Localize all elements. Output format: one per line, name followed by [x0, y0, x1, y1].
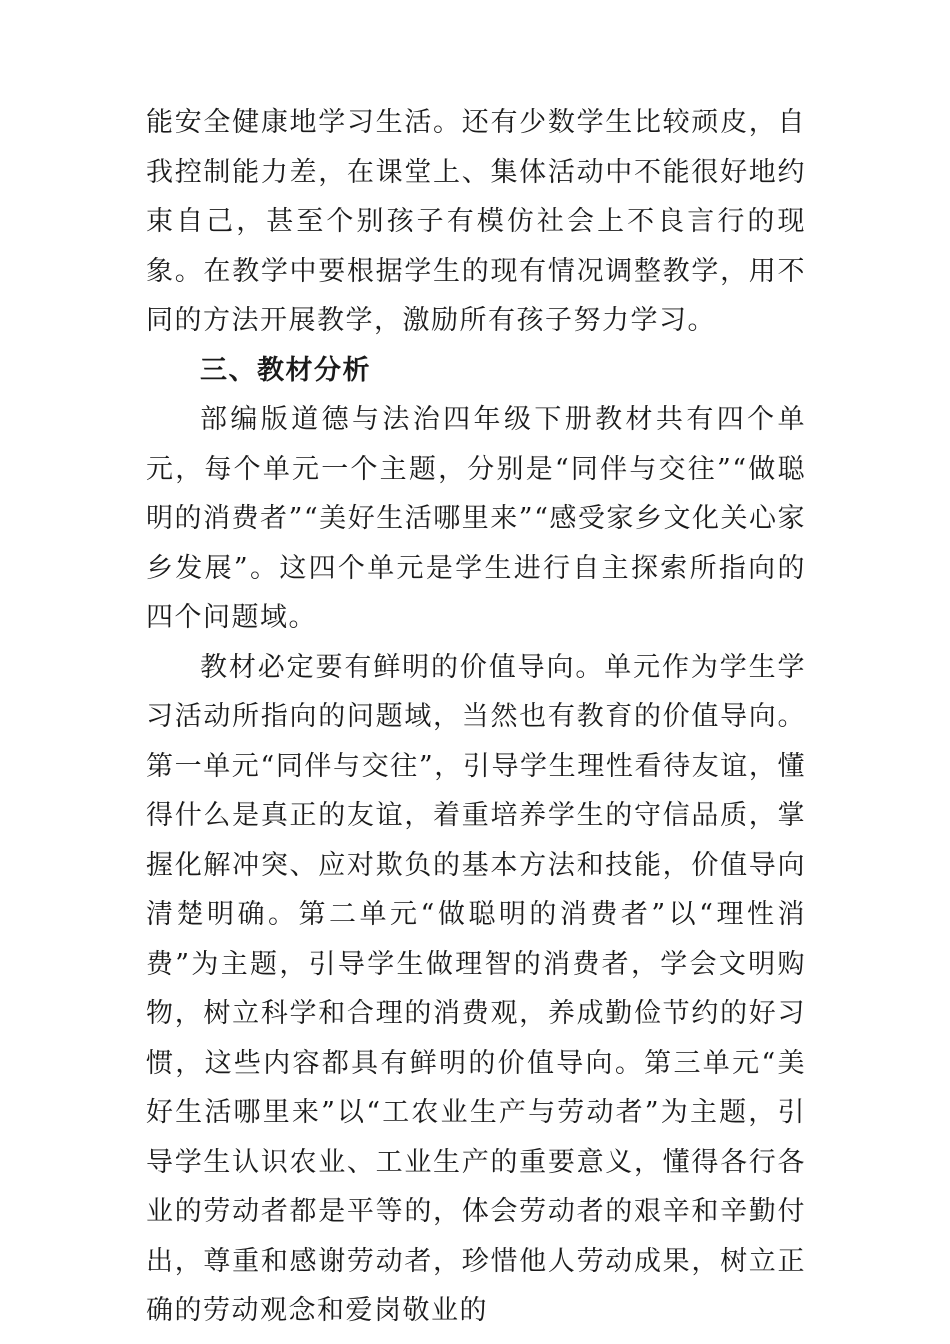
continued-paragraph: 能安全健康地学习生活。还有少数学生比较顽皮，自我控制能力差，在课堂上、集体活动中不能很好地约束自己，甚至个别孩子有模仿社会上不良言行的现象。在教学中要根据学生的现有情况调整教学，用不同的方法开展教学，激励所有孩子努力学习。 — [146, 107, 806, 336]
paragraph-value-orientation: 教材必定要有鲜明的价值导向。单元作为学生学习活动所指向的问题域，当然也有教育的价值导向。第一单元“同伴与交往”，引导学生理性看待友谊，懂得什么是真正的友谊，着重培养学生的守信品质，掌握化解冲突、应对欺负的基本方法和技能，价值导向清楚明确。第二单元“做聪明的消费者”以“理性消费”为主题，引导学生做理智的消费者，学会文明购物，树立科学和合理的消费观，养成勤俭节约的好习惯，这些内容都具有鲜明的价值导向。第三单元“美好生活哪里来”以“工农业生产与劳动者”为主题，引导学生认识农业、工业生产的重要意义，懂得各行各业的劳动者都是平等的，体会劳动者的艰辛和辛勤付出，尊重和感谢劳动者，珍惜他人劳动成果，树立正确的劳动观念和爱岗敬业的 — [146, 651, 806, 1326]
paragraph-textbook-units: 部编版道德与法治四年级下册教材共有四个单元，每个单元一个主题，分别是“同伴与交往”“做聪明的消费者”“美好生活哪里来”“感受家乡文化关心家乡发展”。这四个单元是学生进行自主探索所指向的四个问题域。 — [146, 404, 806, 633]
document-body — [146, 98, 806, 1336]
section-heading: 三、教材分析 — [200, 354, 371, 386]
